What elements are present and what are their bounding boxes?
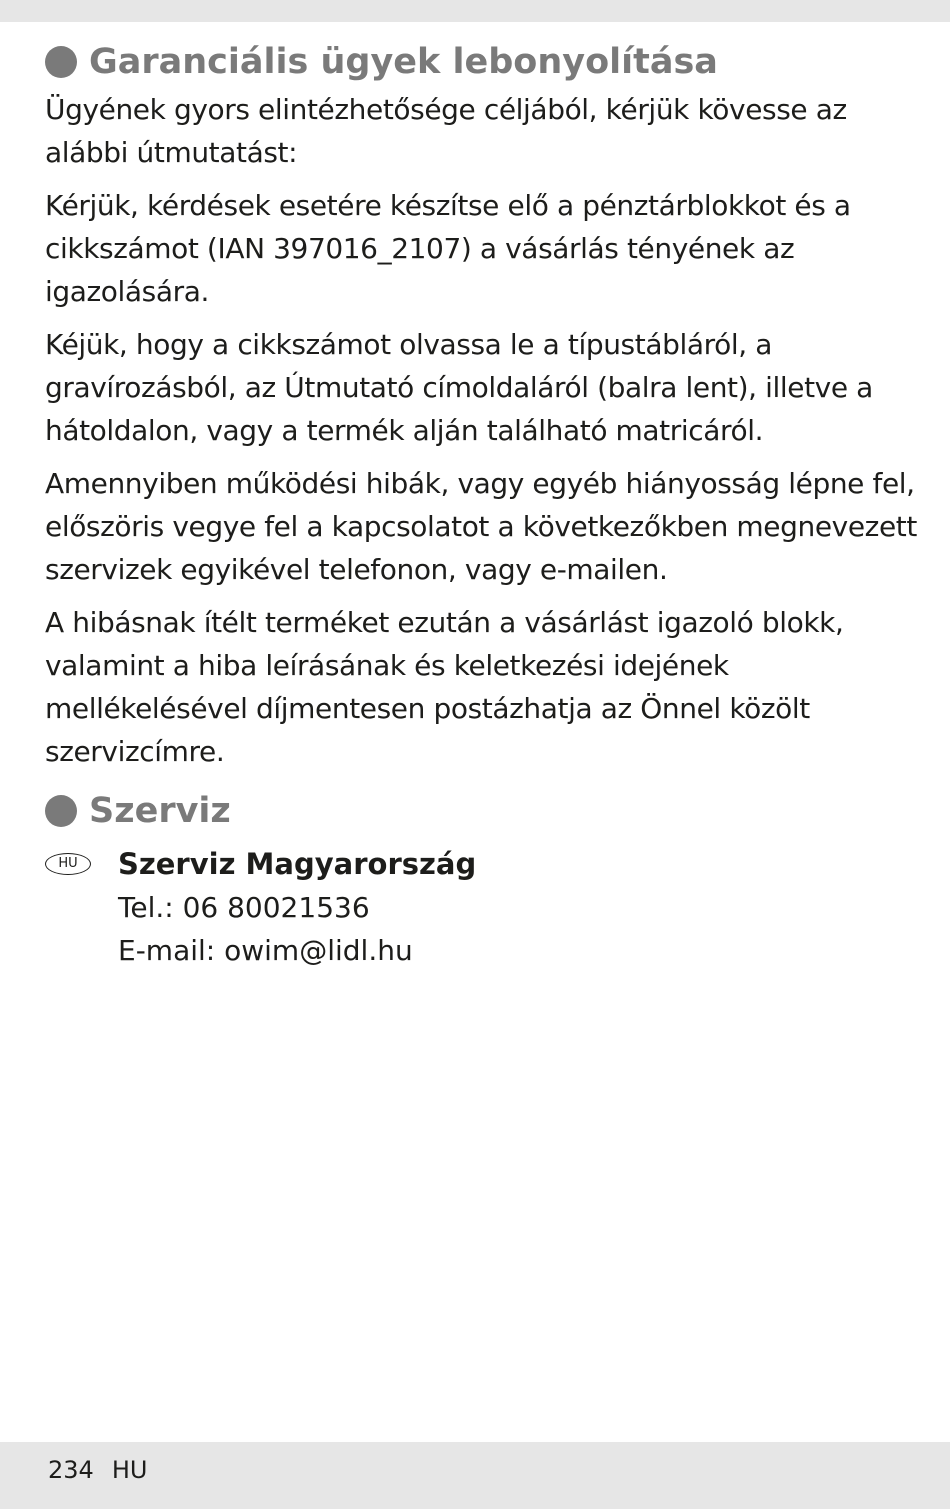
- page-content: [45, 38, 925, 972]
- paragraph: Amennyiben működési hibák, vagy egyéb hiányosság lépne fel, előszöris vegye fel a kapcsolatot a következőkben megnevezett szervizek egyikével telefonon, vagy e-mailen.: [45, 467, 917, 586]
- section-title: Szerviz: [89, 791, 231, 831]
- service-entry: [45, 843, 925, 972]
- paragraph: Kérjük, kérdések esetére készítse elő a pénztárblokkot és a cikkszámot (IAN 397016_2107) a vásárlás tényének az igazolására.: [45, 189, 851, 308]
- service-email: E-mail: owim@lidl.hu: [118, 934, 413, 967]
- service-name: Szerviz Magyarország: [118, 847, 477, 881]
- paragraph: Ügyének gyors elintézhetősége céljából, kérjük kövesse az alábbi útmutatást:: [45, 93, 847, 169]
- service-phone: Tel.: 06 80021536: [118, 891, 370, 924]
- paragraph: Kéjük, hogy a cikkszámot olvassa le a típustábláról, a gravírozásból, az Útmutató címoldaláról (balra lent), illetve a hátoldalon, vagy a termék alján található matricáról.: [45, 328, 873, 447]
- footer-language: HU: [111, 1456, 148, 1484]
- service-details: [118, 843, 476, 972]
- section-heading-warranty: [45, 38, 925, 86]
- paragraph: A hibásnak ítélt terméket ezután a vásárlást igazoló blokk, valamint a hiba leírásának és keletkezési idejének mellékelésével díjmentesen postázhatja az Önnel közölt szervizcímre.: [45, 606, 844, 768]
- country-code-oval-icon: HU: [45, 853, 91, 875]
- top-band: [0, 0, 950, 22]
- page-number: 234: [48, 1456, 94, 1484]
- section-title: Garanciális ügyek lebonyolítása: [89, 42, 718, 82]
- filled-circle-bullet-icon: [45, 46, 77, 78]
- filled-circle-bullet-icon: [45, 795, 77, 827]
- page-footer: [48, 1452, 165, 1488]
- section-heading-service: [45, 787, 925, 835]
